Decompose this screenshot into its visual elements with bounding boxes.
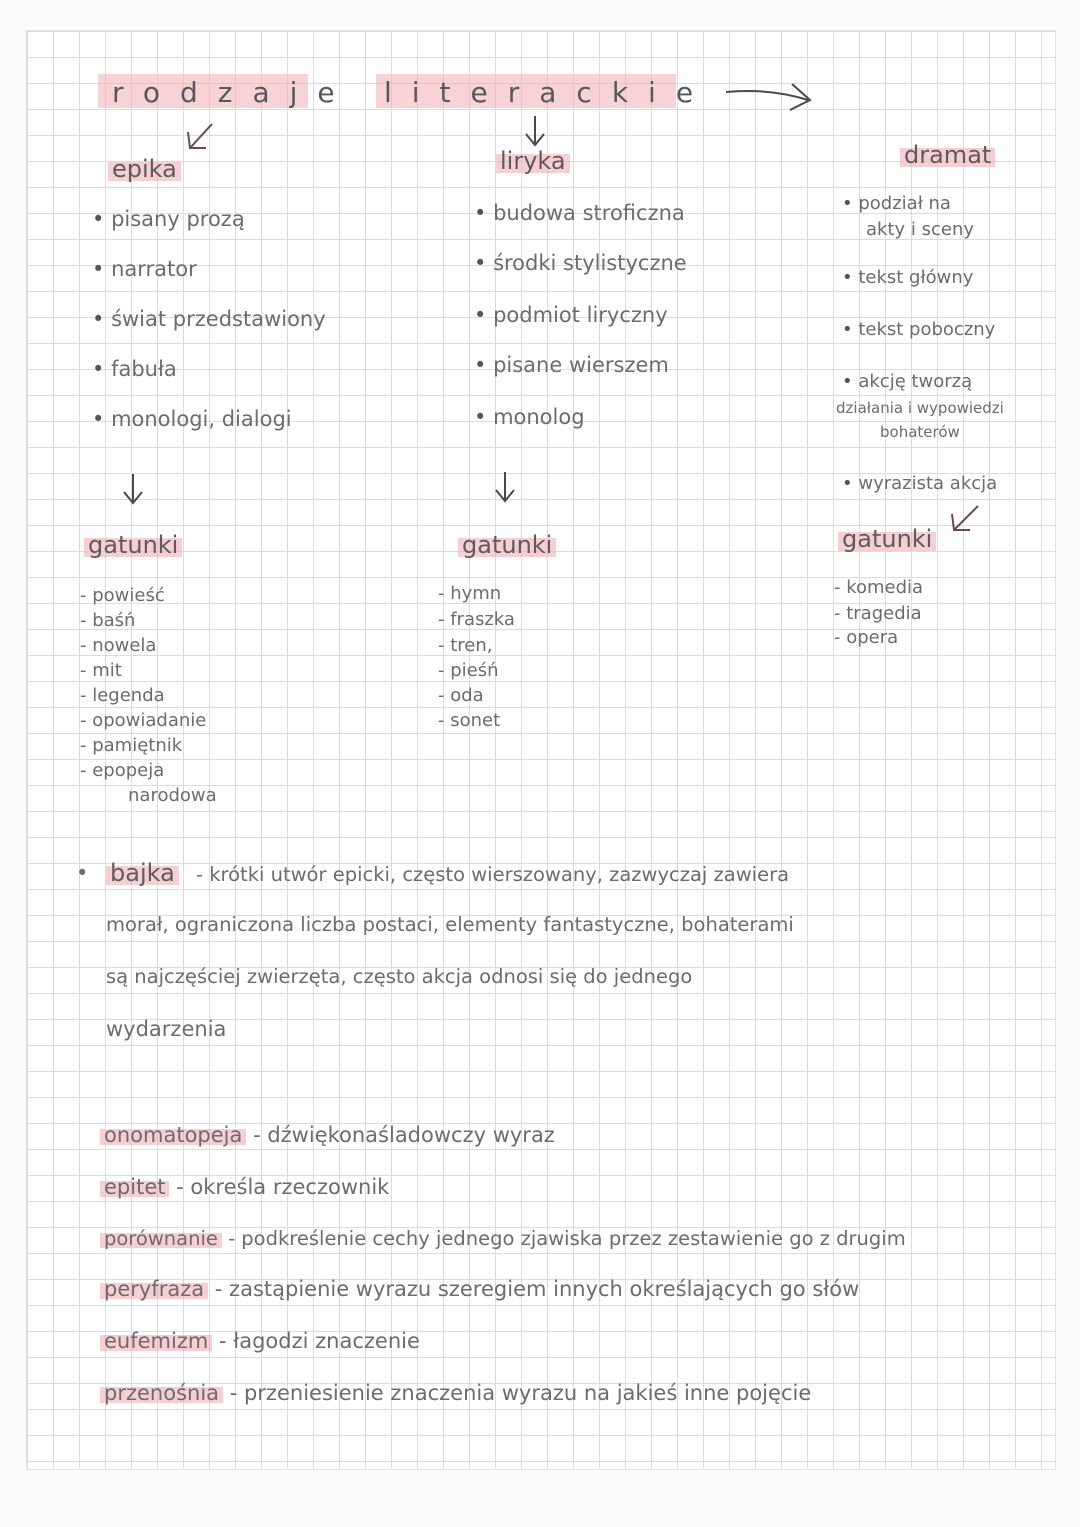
dramat-heading: dramat	[900, 142, 995, 168]
dramat-genres-heading: gatunki	[838, 526, 936, 552]
arrow-down-icon	[118, 470, 148, 510]
dramat-feature: bohaterów	[880, 423, 960, 441]
definition-term: przenośnia	[100, 1381, 223, 1405]
dramat-genre: - komedia	[834, 577, 924, 598]
right-arrow-icon	[720, 78, 820, 118]
bajka-line: są najczęściej zwierzęta, często akcja odnosi się do jednego	[106, 965, 693, 988]
definition-term: eufemizm	[100, 1329, 212, 1353]
epika-feature: • świat przedstawiony	[92, 308, 326, 331]
arrow-down-left-icon	[182, 118, 222, 158]
definition-row	[100, 1330, 420, 1353]
title-word-rodzaje: rodzaje	[112, 76, 355, 109]
definition-row	[100, 1124, 555, 1147]
definition-term: porównanie	[100, 1227, 222, 1250]
epika-genre: - opowiadanie	[80, 710, 207, 731]
definition-text: - przeniesienie znaczenia wyrazu na jakieś inne pojęcie	[229, 1381, 812, 1405]
arrow-down-left-icon	[946, 500, 986, 540]
dramat-feature: • wyrazista akcja	[842, 474, 997, 494]
epika-feature: • monologi, dialogi	[92, 408, 292, 431]
epika-genre: narodowa	[128, 785, 217, 806]
bajka-term: bajka	[106, 860, 179, 886]
dramat-feature: działania i wypowiedzi	[836, 399, 1004, 417]
definition-text: - łagodzi znaczenie	[219, 1329, 420, 1353]
arrow-down-icon	[520, 112, 550, 152]
definition-text: - zastąpienie wyrazu szeregiem innych określających go słów	[214, 1277, 860, 1301]
epika-genre: - pamiętnik	[80, 735, 183, 756]
dramat-feature: • akcję tworzą	[842, 372, 972, 392]
bajka-line: - krótki utwór epicki, często wierszowany, zazwyczaj zawiera	[196, 863, 790, 886]
dramat-genre: - opera	[834, 627, 899, 648]
liryka-genre: - hymn	[438, 583, 502, 604]
liryka-genre: - oda	[438, 685, 484, 706]
epika-genre: - nowela	[80, 635, 157, 656]
liryka-genre: - pieśń	[438, 660, 499, 681]
liryka-feature: • środki stylistyczne	[474, 252, 687, 275]
definition-text: - dźwiękonaśladowczy wyraz	[253, 1123, 555, 1147]
liryka-feature: • budowa stroficzna	[474, 202, 685, 225]
liryka-genre: - fraszka	[438, 609, 515, 630]
epika-feature: • pisany prozą	[92, 208, 245, 231]
epika-heading: epika	[108, 156, 181, 182]
definition-text: - podkreślenie cechy jednego zjawiska przez zestawienie go z drugim	[228, 1227, 906, 1250]
dramat-feature: • podział na	[842, 194, 951, 214]
definition-term: onomatopeja	[100, 1123, 246, 1147]
epika-genre: - baśń	[80, 610, 136, 631]
title-word-literackie: literackie	[384, 76, 714, 109]
epika-genre: - powieść	[80, 585, 165, 606]
dramat-feature: • tekst główny	[842, 268, 973, 288]
epika-genre: - epopeja	[80, 760, 165, 781]
definition-text: - określa rzeczownik	[176, 1175, 390, 1199]
definition-row	[100, 1228, 906, 1249]
arrow-down-icon	[490, 468, 520, 508]
epika-genre: - legenda	[80, 685, 165, 706]
liryka-genre: - sonet	[438, 710, 501, 731]
bajka-bullet-icon: •	[76, 861, 89, 885]
dramat-genre: - tragedia	[834, 603, 922, 624]
liryka-genres-heading: gatunki	[458, 532, 556, 558]
definition-row	[100, 1176, 389, 1199]
bajka-line: morał, ograniczona liczba postaci, elementy fantastyczne, bohaterami	[106, 913, 794, 936]
liryka-feature: • podmiot liryczny	[474, 304, 668, 327]
epika-genre: - mit	[80, 660, 122, 681]
epika-genres-heading: gatunki	[84, 532, 182, 558]
liryka-feature: • monolog	[474, 406, 585, 429]
liryka-heading: liryka	[496, 148, 570, 174]
liryka-feature: • pisane wierszem	[474, 354, 669, 377]
bajka-line: wydarzenia	[106, 1017, 227, 1041]
liryka-genre: - tren,	[438, 635, 493, 656]
dramat-feature: • tekst poboczny	[842, 320, 995, 340]
definition-term: epitet	[100, 1175, 169, 1199]
definition-row	[100, 1278, 859, 1301]
epika-feature: • fabuła	[92, 358, 177, 381]
dramat-feature: akty i sceny	[866, 219, 975, 240]
definition-row	[100, 1382, 811, 1405]
epika-feature: • narrator	[92, 258, 197, 281]
definition-term: peryfraza	[100, 1277, 208, 1301]
